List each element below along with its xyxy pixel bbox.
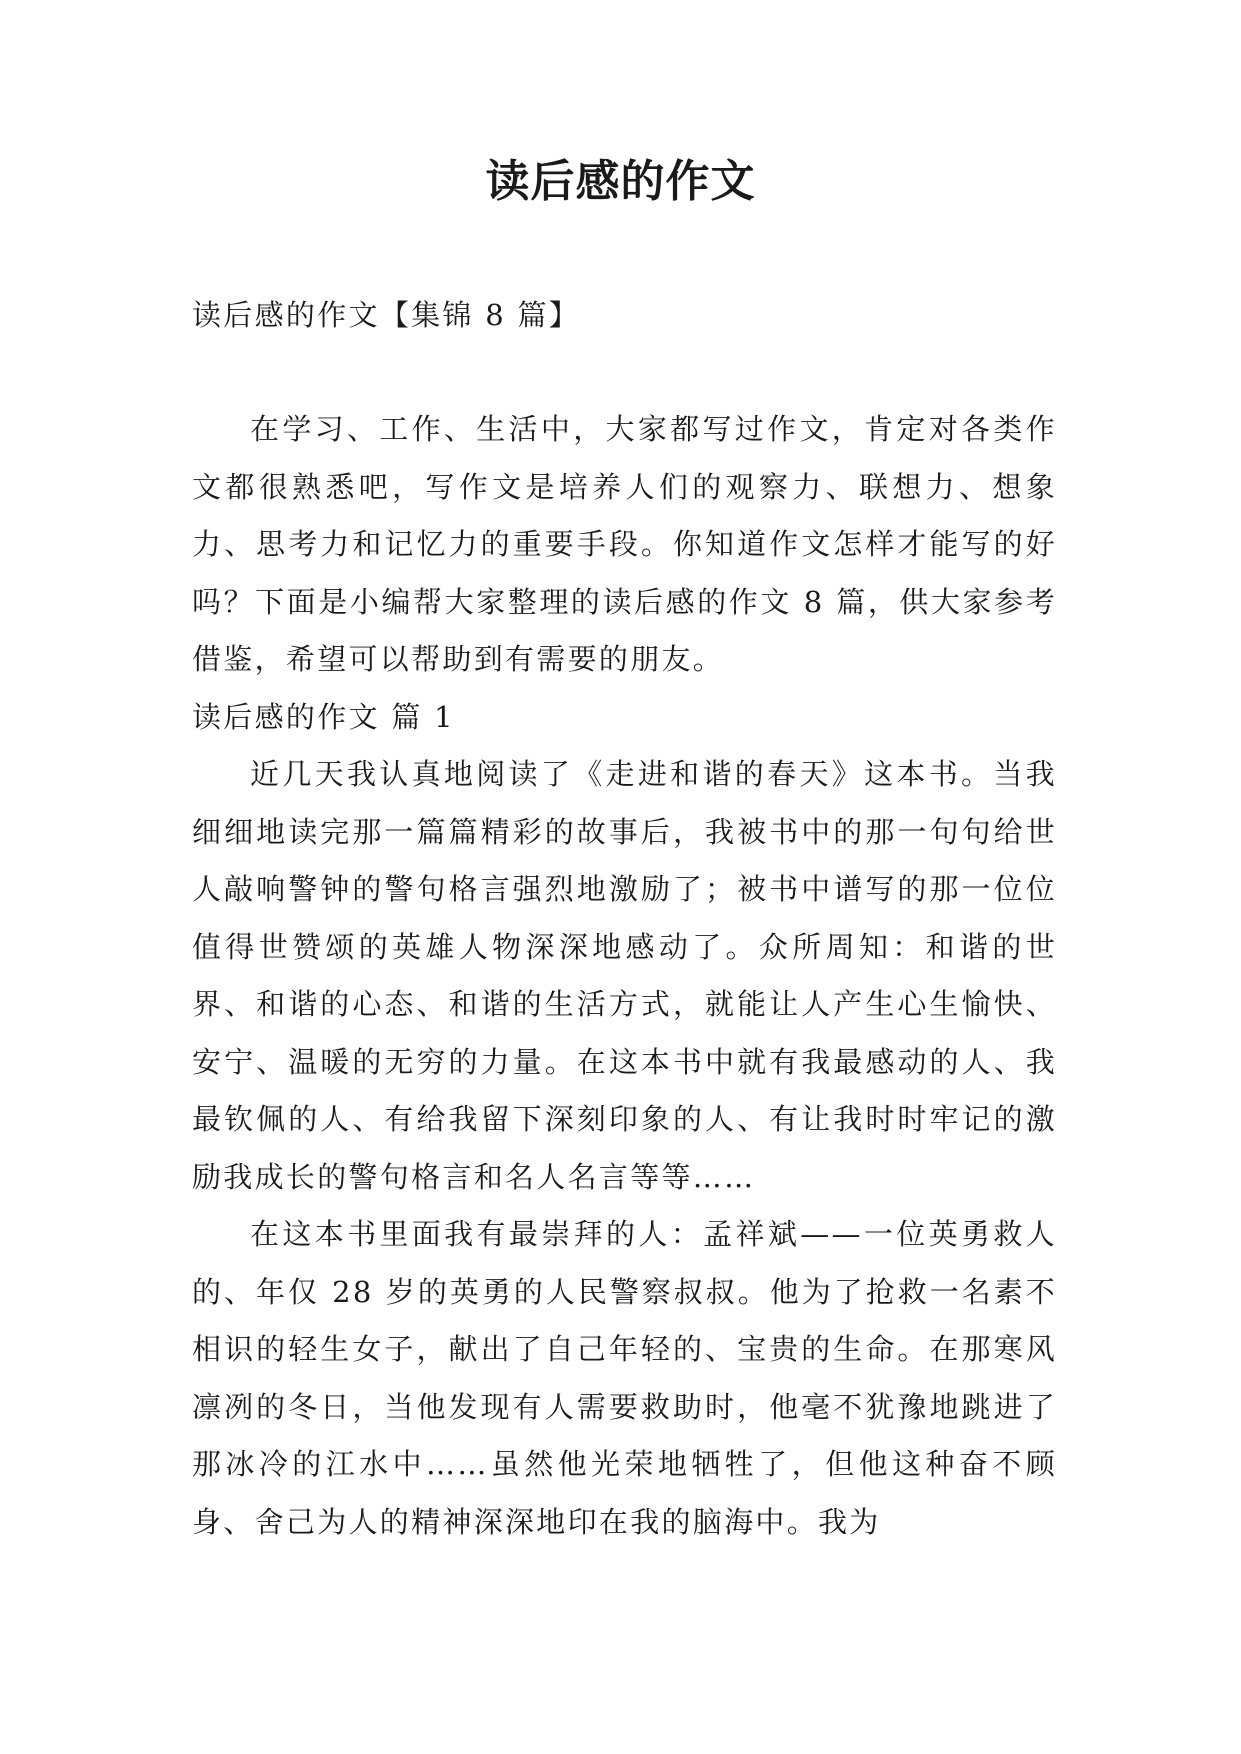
document-body xyxy=(192,287,1057,1551)
section-heading: 读后感的作文 篇 1 xyxy=(192,699,455,734)
document-title: 读后感的作文 xyxy=(485,156,756,207)
body-paragraph: 近几天我认真地阅读了《走进和谐的春天》这本书。当我细细地读完那一篇篇精彩的故事后，我被书中的那一句句给世人敲响警钟的警句格言强烈地激励了；被书中谱写的那一位位值得世赞颂的英雄人物深深地感动了。众所周知：和谐的世界、和谐的心态、和谐的生活方式，就能让人产生心生愉快、安宁、温暖的无穷的力量。在这本书中就有我最感动的人、我最钦佩的人、有给我留下深刻印象的人、有让我时时牢记的激励我成长的警句格言和名人名言等等…… xyxy=(192,757,1057,1194)
body-paragraph: 在这本书里面我有最崇拜的人：孟祥斌——一位英勇救人的、年仅 28 岁的英勇的人民警察叔叔。他为了抢救一名素不相识的轻生女子，献出了自己年轻的、宝贵的生命。在那寒风凛冽的冬日，当他发现有人需要救助时，他毫不犹豫地跳进了那冰冷的江水中……虽然他光荣地牺牲了，但他这种奋不顾身、舍己为人的精神深深地印在我的脑海中。我为 xyxy=(192,1217,1057,1539)
intro-paragraph: 在学习、工作、生活中，大家都写过作文，肯定对各类作文都很熟悉吧，写作文是培养人们的观察力、联想力、想象力、思考力和记忆力的重要手段。你知道作文怎样才能写的好吗？下面是小编帮大家整理的读后感的作文 8 篇，供大家参考借鉴，希望可以帮助到有需要的朋友。 xyxy=(192,412,1057,676)
document-subtitle: 读后感的作文【集锦 8 篇】 xyxy=(192,298,581,332)
